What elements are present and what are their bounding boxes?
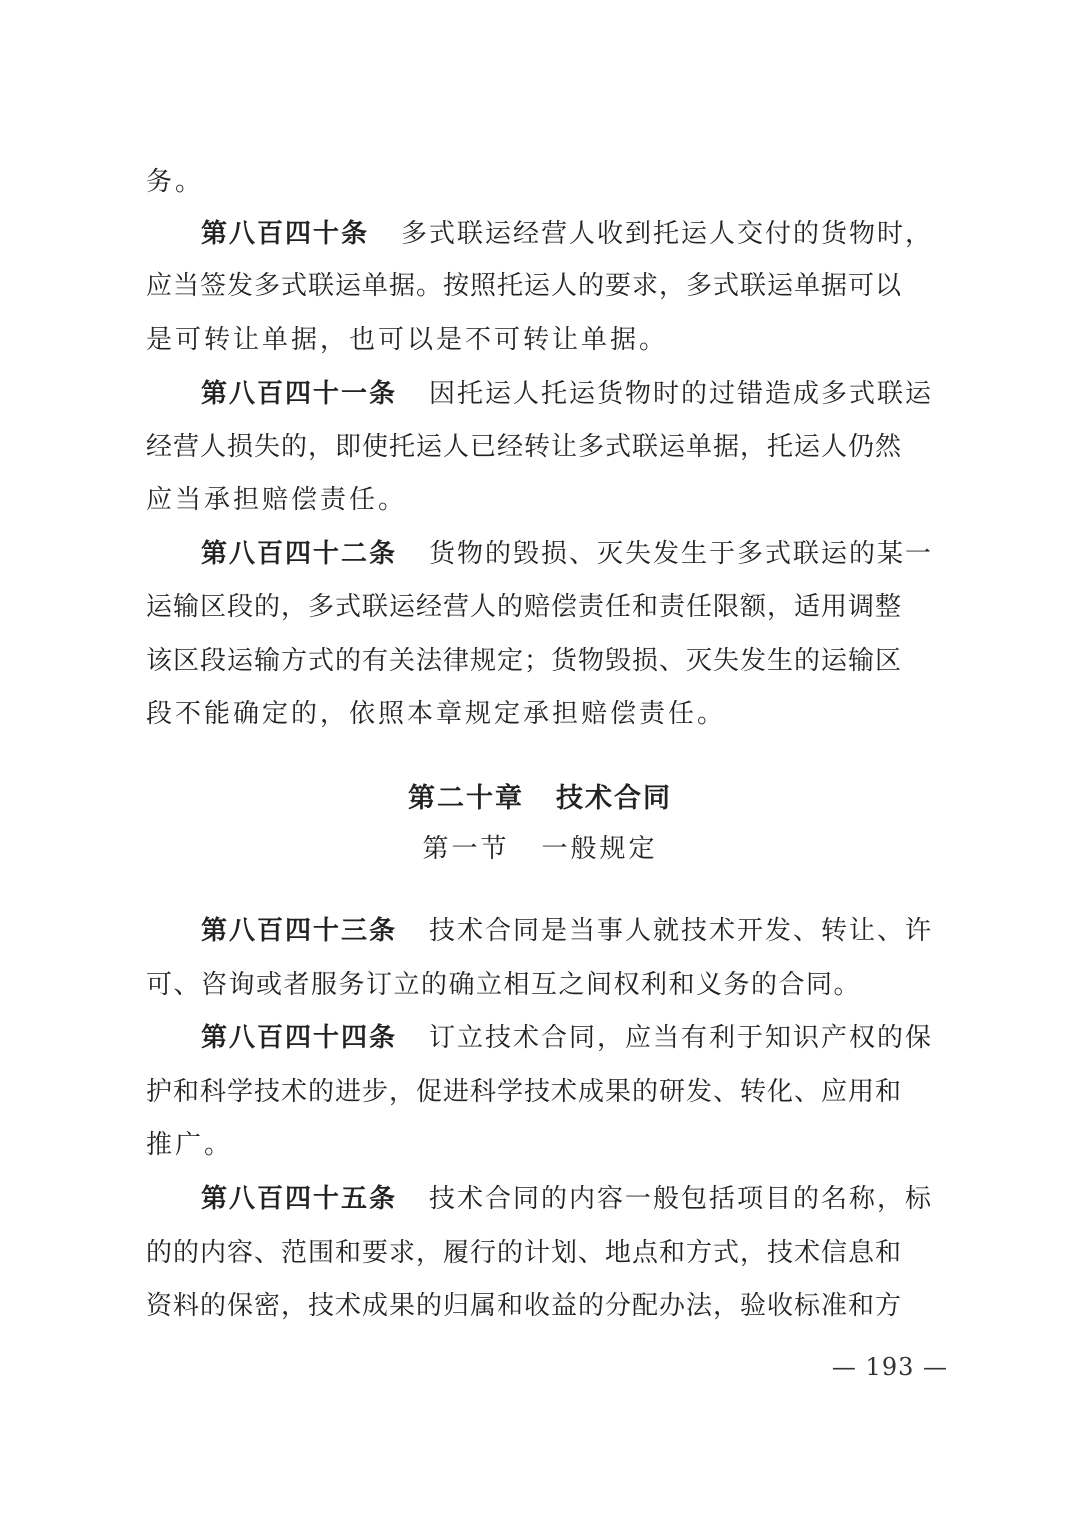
article-number: 第八百四十三条: [201, 916, 398, 946]
article-text-line: 货物的毁损、灭失发生于多式联运的某一: [429, 539, 934, 569]
section-number: 第一节: [422, 834, 510, 864]
article-text-line: 技术合同的内容一般包括项目的名称，标: [429, 1184, 934, 1214]
article-843: [201, 915, 933, 947]
continuation-text: 务。: [146, 167, 205, 197]
article-844: [201, 1022, 933, 1054]
chapter-title: 技术合同: [556, 783, 672, 814]
article-text-line: 经营人损失的，即使托运人已经转让多式联运单据，托运人仍然: [146, 432, 903, 462]
article-845: [201, 1183, 933, 1215]
chapter-number: 第二十章: [408, 783, 524, 814]
article-number: 第八百四十条: [201, 219, 370, 249]
article-text-line: 的的内容、范围和要求，履行的计划、地点和方式，技术信息和: [146, 1238, 903, 1268]
article-text-line: 因托运人托运货物时的过错造成多式联运: [429, 379, 934, 409]
article-text-line: 应当签发多式联运单据。按照托运人的要求，多式联运单据可以: [146, 271, 903, 301]
article-text-line: 推广。: [146, 1130, 234, 1160]
article-text-line: 护和科学技术的进步，促进科学技术成果的研发、转化、应用和: [146, 1077, 903, 1107]
article-number: 第八百四十四条: [201, 1023, 398, 1053]
article-841: [201, 378, 933, 410]
article-text-line: 段不能确定的，依照本章规定承担赔偿责任。: [146, 699, 727, 729]
article-842: [201, 538, 933, 570]
chapter-heading: [0, 782, 1080, 816]
article-text-line: 订立技术合同，应当有利于知识产权的保: [429, 1023, 934, 1053]
article-text-line: 应当承担赔偿责任。: [146, 485, 408, 515]
article-text-line: 技术合同是当事人就技术开发、转让、许: [429, 916, 934, 946]
article-text-line: 是可转让单据，也可以是不可转让单据。: [146, 325, 669, 355]
article-number: 第八百四十二条: [201, 539, 398, 569]
article-text-line: 多式联运经营人收到托运人交付的货物时，: [401, 219, 934, 249]
article-840: [201, 218, 933, 250]
article-text-line: 资料的保密，技术成果的归属和收益的分配办法，验收标准和方: [146, 1291, 903, 1321]
article-text-line: 可、咨询或者服务订立的确立相互之间权利和义务的合同。: [146, 970, 862, 1000]
article-number: 第八百四十五条: [201, 1184, 398, 1214]
section-title: 一般规定: [541, 834, 658, 864]
article-text-line: 该区段运输方式的有关法律规定；货物毁损、灭失发生的运输区: [146, 646, 903, 676]
article-text-line: 运输区段的，多式联运经营人的赔偿责任和责任限额，适用调整: [146, 592, 903, 622]
page-number: — 193 —: [831, 1353, 948, 1381]
article-number: 第八百四十一条: [201, 379, 398, 409]
section-heading: [0, 833, 1080, 865]
